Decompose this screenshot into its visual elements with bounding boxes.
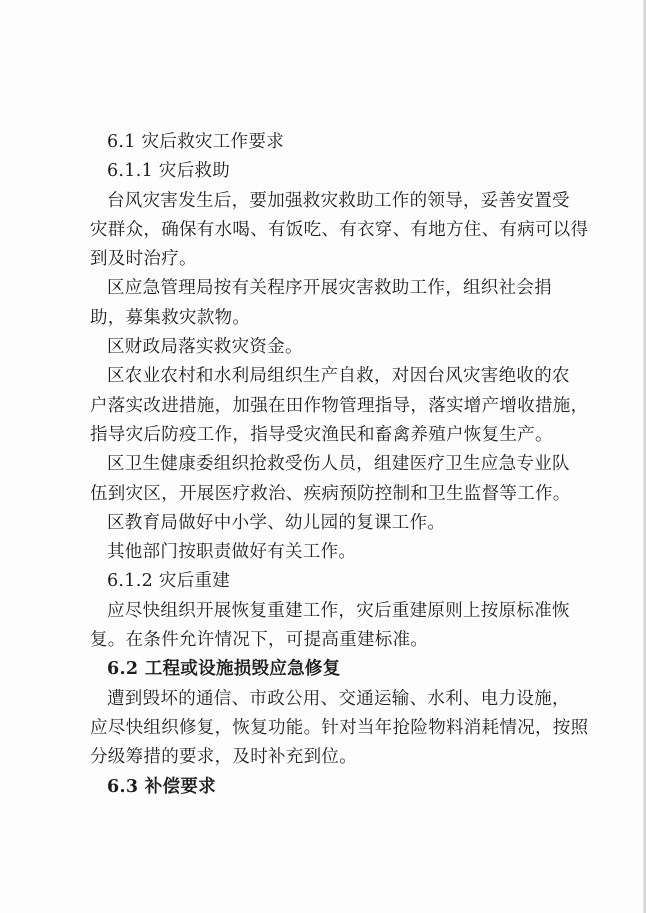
heading-6-1-2: 6.1.2 灾后重建 (107, 571, 231, 592)
document-body (90, 128, 589, 802)
paragraph-line: 复。在条件允许情况下，可提高重建标准。 (90, 630, 429, 651)
paragraph-line: 区财政局落实救灾资金。 (107, 337, 303, 358)
paragraph-line: 指导灾后防疫工作，指导受灾渔民和畜禽养殖户恢复生产。 (90, 424, 553, 445)
paragraph-line: 遭到毁坏的通信、市政公用、交通运输、水利、电力设施， (107, 688, 570, 709)
paragraph-line: 台风灾害发生后，要加强救灾救助工作的领导，妥善安置受 (107, 190, 570, 211)
paragraph-line: 区应急管理局按有关程序开展灾害救助工作，组织社会捐 (107, 278, 552, 299)
paragraph-line: 分级筹措的要求，及时补充到位。 (90, 747, 357, 768)
paragraph-line: 其他部门按职责做好有关工作。 (107, 542, 357, 563)
paragraph-line: 区教育局做好中小学、幼儿园的复课工作。 (107, 512, 446, 533)
paragraph-line: 灾群众，确保有水喝、有饭吃、有衣穿、有地方住、有病可以得 (90, 219, 589, 240)
paragraph-line: 户落实改进措施，加强在田作物管理指导，落实增产增收措施， (90, 395, 589, 416)
heading-6-1: 6.1 灾后救灾工作要求 (107, 132, 284, 152)
paragraph-line: 伍到灾区，开展医疗救治、疾病预防控制和卫生监督等工作。 (90, 483, 571, 504)
heading-6-3: 6.3 补偿要求 (107, 776, 216, 797)
paragraph-line: 区卫生健康委组织抢救受伤人员，组建医疗卫生应急专业队 (107, 454, 570, 475)
heading-6-2: 6.2 工程或设施损毁应急修复 (107, 659, 341, 680)
paragraph-line: 助，募集救灾款物。 (90, 307, 251, 328)
paragraph-line: 应尽快组织开展恢复重建工作，灾后重建原则上按原标准恢 (107, 600, 570, 621)
paragraph-line: 到及时治疗。 (90, 249, 197, 270)
heading-6-1-1: 6.1.1 灾后救助 (107, 161, 231, 182)
paragraph-line: 应尽快组织修复，恢复功能。针对当年抢险物料消耗情况，按照 (90, 717, 589, 738)
paragraph-line: 区农业农村和水利局组织生产自救，对因台风灾害绝收的农 (107, 366, 570, 387)
